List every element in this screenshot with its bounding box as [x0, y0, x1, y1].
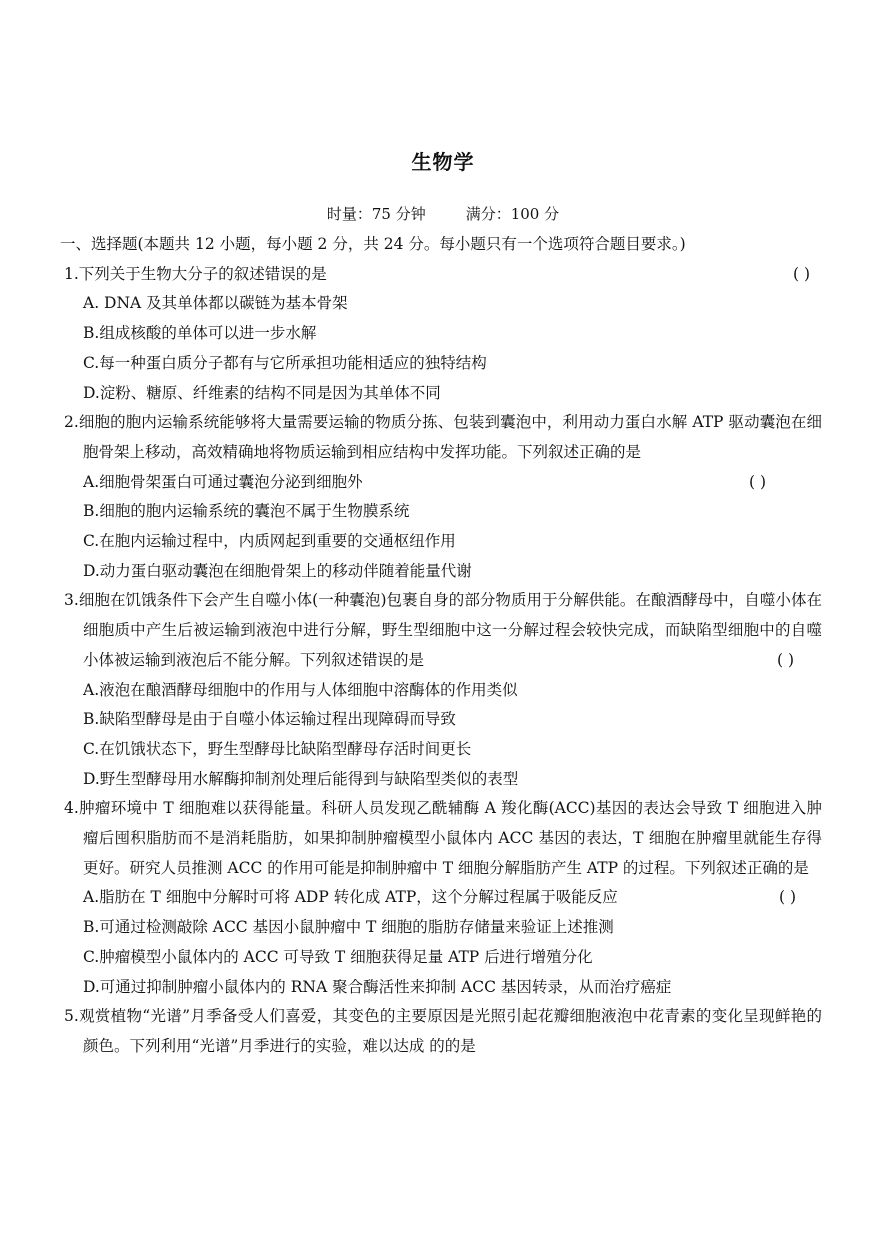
option-d: D.淀粉、糖原、纤维素的结构不同是因为其单体不同 [83, 383, 441, 402]
option-c: C.在饥饿状态下，野生型酵母比缺陷型酵母存活时间更长 [83, 739, 472, 758]
question-stem: 4.肿瘤环境中 T 细胞难以获得能量。科研人员发现乙酰辅酶 A 羧化酶(ACC)基因的表达会导致 T 细胞进入肿瘤后囤积脂肪而不是消耗脂肪，如果抑制肿瘤模型小鼠体内 ACC 基因的表达，T 细胞在肿瘤里就能生存得更好。研究人员推测 ACC 的作用可能是抑制肿瘤中 T 细胞分解脂肪产生 ATP 的过程。下列叙述正确的是 ( ) [64, 799, 822, 907]
option-a: A.细胞骨架蛋白可通过囊泡分泌到细胞外 [83, 472, 363, 491]
question-stem: 5.观赏植物“光谱”月季备受人们喜爱，其变色的主要原因是光照引起花瓣细胞液泡中花青素的变化呈现鲜艳的颜色。下列利用“光谱”月季进行的实验，难以达成 的的是 [64, 1007, 822, 1055]
option-d: D.野生型酵母用水解酶抑制剂处理后能得到与缺陷型类似的表型 [83, 769, 519, 788]
question-3 [64, 586, 822, 794]
option-d: D.动力蛋白驱动囊泡在细胞骨架上的移动伴随着能量代谢 [83, 561, 472, 580]
option-d: D.可通过抑制肿瘤小鼠体内的 RNA 聚合酶活性来抑制 ACC 基因转录，从而治疗癌症 [83, 977, 672, 996]
question-1 [64, 260, 822, 409]
option-b: B.可通过检测敲除 ACC 基因小鼠肿瘤中 T 细胞的脂肪存储量来验证上述推测 [83, 918, 614, 937]
question-2 [64, 408, 822, 586]
question-stem: 3.细胞在饥饿条件下会产生自噬小体(一种囊泡)包裹自身的部分物质用于分解供能。在酿酒酵母中，自噬小体在细胞质中产生后被运输到液泡中进行分解，野生型细胞中这一分解过程会较快完成，而缺陷型细胞中的自噬小体被运输到液泡后不能分解。下列叙述错误的是 ( ) [64, 591, 822, 669]
question-5 [64, 1002, 822, 1055]
option-b: B.细胞的胞内运输系统的囊泡不属于生物膜系统 [83, 502, 410, 521]
section-heading: 一、选择题(本题共 12 小题，每小题 2 分，共 24 分。每小题只有一个选项符合题目要求。) [60, 235, 686, 253]
page-title: 生物学 [411, 150, 475, 174]
option-a: A.液泡在酿酒酵母细胞中的作用与人体细胞中溶酶体的作用类似 [83, 680, 518, 699]
question-4 [64, 794, 822, 1002]
question-stem: 1.下列关于生物大分子的叙述错误的是 ( ) [64, 264, 811, 283]
exam-meta [0, 203, 886, 224]
option-c: C.肿瘤模型小鼠体内的 ACC 可导致 T 细胞获得足量 ATP 后进行增殖分化 [83, 947, 593, 966]
option-a: A.脂肪在 T 细胞中分解时可将 ADP 转化成 ATP，这个分解过程属于吸能反应 [83, 888, 618, 907]
exam-score: 满分：100 分 [465, 205, 560, 223]
option-a: A. DNA 及其单体都以碳链为基本骨架 [83, 294, 348, 313]
question-stem: 2.细胞的胞内运输系统能够将大量需要运输的物质分拣、包装到囊泡中，利用动力蛋白水解 ATP 驱动囊泡在细胞骨架上移动，高效精确地将物质运输到相应结构中发挥功能。下列叙述正确的是 ( ) [64, 413, 822, 491]
option-b: B.缺陷型酵母是由于自噬小体运输过程出现障碍而导致 [83, 710, 456, 729]
exam-time: 时量：75 分钟 [326, 205, 426, 223]
exam-content [60, 230, 822, 1055]
option-c: C.每一种蛋白质分子都有与它所承担功能相适应的独特结构 [83, 353, 487, 372]
option-c: C.在胞内运输过程中，内质网起到重要的交通枢纽作用 [83, 532, 456, 551]
option-b: B.组成核酸的单体可以进一步水解 [83, 324, 317, 343]
